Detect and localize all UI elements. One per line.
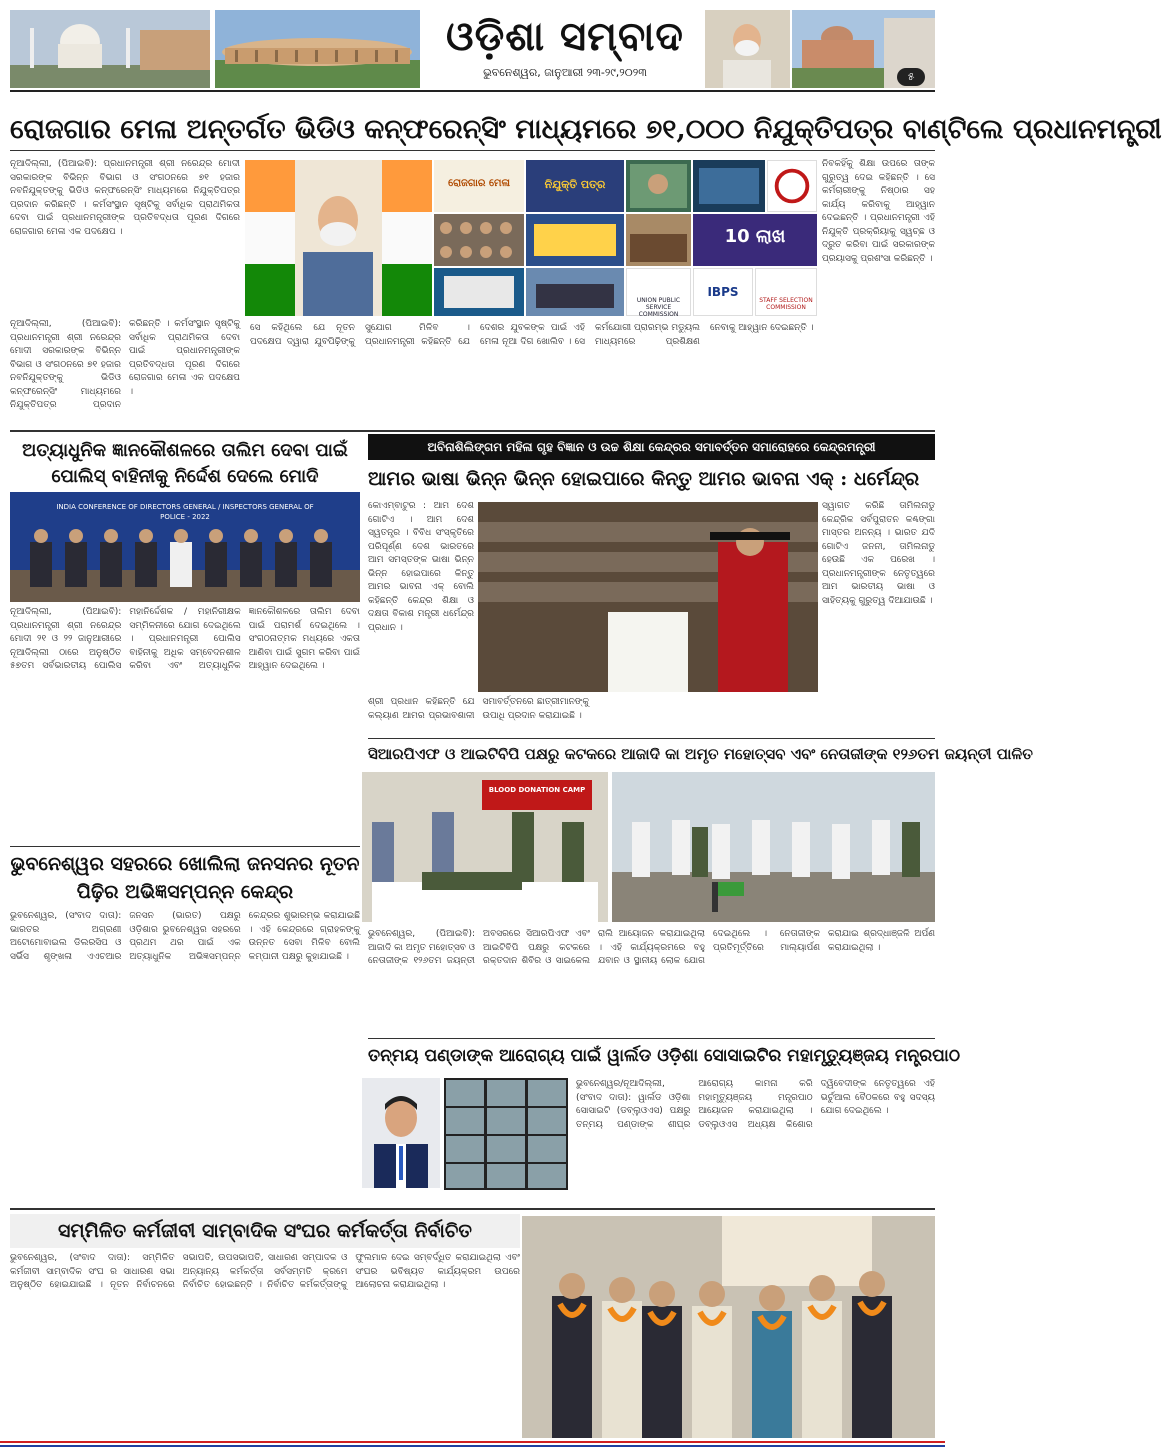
janasanar-headline: ଭୁବନେଶ୍ୱର ସହରରେ ଖୋଲିଲା ଜନସନର ନୂତନ ପିଢ଼ିର ଅଭିଜ୍ଞସମ୍ପନ୍ନ କେନ୍ଦ୍ର [10,853,360,903]
taj-mahal-photo [10,10,210,88]
dharmendra-kicker-bar: ଅବିନାଶିଲିଙ୍ଗମ ମହିଳା ଗୃହ ବିଜ୍ଞାନ ଓ ଉଚ୍ଚ ଶିକ୍ଷା କେନ୍ଦ୍ରର ସମାବର୍ତ୍ତନ ସମାରୋହରେ କେନ୍ଦ୍ରମନ୍ତ୍ରୀ [368,434,935,460]
blood-banner-text: BLOOD DONATION CAMP [488,786,586,794]
video-grid-tile [626,160,691,212]
rozgar-mela-tile [434,160,524,212]
page-number-badge: ୫ [897,68,925,86]
police-banner-text: INDIA CONFERENCE OF DIRECTORS GENERAL / INSPECTORS GENERAL OF POLICE - 2022 [56,503,314,521]
dharmendra-body-lower: ଶ୍ରୀ ପ୍ରଧାନ କହିଛନ୍ତି ଯେ କଲ୍ୟାଣ ଆମର ପ୍ରଭାବଶାଳୀ ସମାବର୍ତ୍ତନରେ ଛାତ୍ରୀମାନଙ୍କୁ ଉପାଧି ପ୍ରଦାନ କରାଯାଇଛି । [368,697,589,721]
ibps-logo-tile [693,268,753,316]
journalist-union-group-photo [522,1216,935,1438]
parliament-photo [215,10,420,88]
divider [10,430,935,432]
upsc-tile-label: UNION PUBLIC SERVICE COMMISSION [636,297,681,318]
divider [10,846,360,847]
divider [10,150,935,151]
masthead [10,8,935,92]
lead-body-right: ନିବକହିଁକୁ ଶିକ୍ଷା ଉପରେ ତାଙ୍କ ଗୁରୁତ୍ୱ ଦେଇ କହିଛନ୍ତି । ସେ କର୍ମଚାରୀଙ୍କୁ ନିଷ୍ଠାର ସହ କାର୍ଯ୍ୟ କରିବାକୁ ଆହ୍ୱାନ ଦେଇଛନ୍ତି । ପ୍ରଧାନମନ୍ତ୍ରୀ ଏହି ନିଯୁକ୍ତି ପ୍ରକ୍ରିୟାକୁ ସ୍ୱଚ୍ଛ ଓ ଦ୍ରୁତ କରିବା ପାଇଁ ସରକାରଙ୍କ ପ୍ରୟାସକୁ ପ୍ରଶଂସା କରିଛନ୍ତି । [822,159,935,264]
lead-body-lower: ସେ କହିଥିଲେ ଯେ ନୂତନ ପଦକ୍ଷେପ ଦ୍ୱାରା ଯୁବପିଢ଼ିଙ୍କୁ ସୁଯୋଗ ମିଳିବ । ପ୍ରଧାନମନ୍ତ୍ରୀ କହିଛନ୍ତି ଯେ ଦେଶର ଯୁବକଙ୍କ ପାଇଁ ଏହି ମେଳା ନୂଆ ଦିଗ ଖୋଲିବ । ସେ କର୍ମଯୋଗୀ ପ୍ରାରମ୍ଭ ମଡ୍ୟୁଲ ମାଧ୍ୟମରେ ପ୍ରଶିକ୍ଷଣ ନେବାକୁ ଆହ୍ୱାନ ଦେଇଛନ୍ତି । [250,323,814,347]
masthead-date: ଭୁବନେଶ୍ୱର, ଜାନୁଆରୀ ୨୩-୨୯,୨୦୨୩ [483,66,647,79]
dharmendra-headline: ଆମର ଭାଷା ଭିନ୍ନ ଭିନ୍ନ ହୋଇପାରେ କିନ୍ତୁ ଆମର ଭାବନା ଏକ୍ : ଧର୍ମେନ୍ଦ୍ର [368,468,920,490]
blood-donation-photo [362,772,608,922]
police-body: ନୂଆଦିଲ୍ଲୀ, (ପିଆଇବି): ପ୍ରଧାନମନ୍ତ୍ରୀ ଶ୍ରୀ ନରେନ୍ଦ୍ର ମୋଦୀ ୨୧ ଓ ୨୨ ଜାନୁଆରୀରେ ନୂଆଦିଲ୍ଲୀ ଠାରେ ଅନୁଷ୍ଠିତ ୫୭ତମ ସର୍ବଭାରତୀୟ ପୋଲିସ ମହାନିର୍ଦ୍ଦେଶକ / ମହାନିରୀକ୍ଷକ ସମ୍ମିଳନୀରେ ଯୋଗ ଦେଇଥିଲେ । ପ୍ରଧାନମନ୍ତ୍ରୀ ପୋଲିସ ବାହିନୀକୁ ଅଧିକ ସମ୍ବେଦନଶୀଳ କରିବା ଏବଂ ଅତ୍ୟାଧୁନିକ ଜ୍ଞାନକୌଶଳରେ ତାଲିମ ଦେବା ପାଇଁ ପରାମର୍ଶ ଦେଇଥିଲେ । ସଂଗଠନାତ୍ମକ ମଧ୍ୟରେ ଏକତା ଆଣିବା ପାଇଁ ସୁଗମ କରିବା ପାଇଁ ଆହ୍ୱାନ ଦେଇଥିଲେ । [10,607,360,671]
lead-headline: ରୋଜଗାର ମେଳା ଅନ୍ତର୍ଗତ ଭିଡିଓ କନ୍ଫରେନ୍ସିଂ ମାଧ୍ୟମରେ ୭୧,୦୦୦ ନିଯୁକ୍ତିପତ୍ର ବାଣ୍ଟିଲେ ପ୍ରଧାନମନ୍ତ୍ରୀ [10,114,1162,145]
masthead-title: ଓଡ଼ିଶା ସମ୍ବାଦ [446,13,684,60]
union-headline: ସମ୍ମିଳିତ କର୍ମଜୀବୀ ସାମ୍ବାଦିକ ସଂଘର କର୍ମକର୍ତ୍ତା ନିର୍ବାଚିତ [10,1214,520,1248]
certificate-tile [526,214,624,266]
footer-rule-blue [0,1445,945,1447]
union-body: ଭୁବନେଶ୍ୱର, (ସଂବାଦ ଦାତା): ସମ୍ମିଳିତ କର୍ମଜୀବୀ ସାମ୍ବାଦିକ ସଂଘ ର ସାଧାରଣ ସଭା ଅନୁଷ୍ଠିତ ହୋଇଯାଇଛି । ନୂତନ ନିର୍ବାଚନରେ ସଭାପତି, ଉପସଭାପତି, ସାଧାରଣ ସମ୍ପାଦକ ଓ ଅନ୍ୟାନ୍ୟ କର୍ମକର୍ତ୍ତା ସର୍ବସମ୍ମତି କ୍ରମେ ନିର୍ବାଚିତ ହୋଇଛନ୍ତି । ନିର୍ବାଚିତ କର୍ମକର୍ତ୍ତାଙ୍କୁ ଫୁଲମାଳ ଦେଇ ସମ୍ବର୍ଦ୍ଧିତ କରାଯାଇଥିଲା ଏବଂ ସଂଘର ଭବିଷ୍ୟତ କାର୍ଯ୍ୟକ୍ରମ ଉପରେ ଆଲୋଚନା କରାଯାଇଥିଲା । [10,1253,520,1290]
tanmay-headline: ତନ୍ମୟ ପଣ୍ଡାଙ୍କ ଆରୋଗ୍ୟ ପାଇଁ ୱାର୍ଲଡ ଓଡ଼ିଶା ସୋସାଇଟିର ମହାମୃତ୍ୟୁଞ୍ଜୟ ମନ୍ତ୍ରପାଠ [368,1046,961,1066]
crowd-grid-tile [434,214,524,266]
dharmendra-body-left: କୋଏମ୍ବାଟୁର : ଆମ ଦେଶ ଗୋଟିଏ । ଆମ ଦେଶ ସ୍ୱତନ୍ତ୍ର । ବିବିଧ ସଂସ୍କୃତିରେ ପରିପୂର୍ଣ୍ଣ ଦେଶ ଭାରତରେ ଆମ ସମସ୍ତଙ୍କ ଭାଷା ଭିନ୍ନ ଭିନ୍ନ ହୋଇପାରେ କିନ୍ତୁ ଆମର ଭାବନା ଏକ୍ ବୋଲି କହିଛନ୍ତି କେନ୍ଦ୍ର ଶିକ୍ଷା ଓ ଦକ୍ଷତା ବିକାଶ ମନ୍ତ୍ରୀ ଧର୍ମେନ୍ଦ୍ର ପ୍ରଧାନ । [368,501,474,633]
ten-lakh-tile [693,214,817,266]
ssc-logo-tile [755,268,817,316]
keyboard-tile [526,268,624,316]
police-headline: ଅତ୍ୟାଧୁନିକ ଜ୍ଞାନକୌଶଳରେ ତାଲିମ ଦେବା ପାଇଁ ପୋଲିସ୍ ବାହିନୀକୁ ନିର୍ଦ୍ଦେଶ ଦେଲେ ମୋଦି [22,440,348,487]
divider [10,1208,935,1210]
lead-body-left: ନୂଆଦିଲ୍ଲୀ, (ପିଆଇବି): ପ୍ରଧାନମନ୍ତ୍ରୀ ଶ୍ରୀ ନରେନ୍ଦ୍ର ମୋଦୀ ସରକାରଙ୍କ ବିଭିନ୍ନ ବିଭାଗ ଓ ସଂଗଠନରେ ୭୧ ହଜାର ନବନିଯୁକ୍ତଙ୍କୁ ଭିଡିଓ କନ୍ଫରେନ୍ସିଂ ମାଧ୍ୟମରେ ନିଯୁକ୍ତିପତ୍ର ପ୍ରଦାନ କରିଛନ୍ତି । କର୍ମସଂସ୍ଥାନ ସୃଷ୍ଟିକୁ ସର୍ବାଧିକ ପ୍ରାଥମିକତା ଦେବା ପାଇଁ ପ୍ରଧାନମନ୍ତ୍ରୀଙ୍କ ପ୍ରତିବଦ୍ଧତା ପୂରଣ ଦିଗରେ ରୋଜଗାର ମେଳା ଏକ ପଦକ୍ଷେପ । [10,159,240,237]
ibps-tile-label: IBPS [707,285,739,299]
pm-video-conference-photo [245,160,432,316]
divider [368,1038,935,1039]
tanmay-body: ଭୁବନେଶ୍ୱର/ନୂଆଦିଲ୍ଲୀ, (ସଂବାଦ ଦାତା): ୱାର୍ଲଡ ଓଡ଼ିଶା ସୋସାଇଟି (ଡବ୍ଲୁଓଏସ) ପକ୍ଷରୁ ତନ୍ମୟ ପଣ୍ଡାଙ୍କ ଶୀଘ୍ର ଆରୋଗ୍ୟ କାମନା କରି ମହାମୃତ୍ୟୁଞ୍ଜୟ ମନ୍ତ୍ରପାଠ ଆୟୋଜନ କରାଯାଇଥିଲା । ଡବ୍ଲୁଓଏସ ଅଧ୍ୟକ୍ଷ କିଶୋର ଦ୍ୱିବେଦୀଙ୍କ ନେତୃତ୍ୱରେ ଏହି ଭର୍ଚୁଆଲ ବୈଠକରେ ବହୁ ସଦସ୍ୟ ଯୋଗ ଦେଇଥିଲେ । [576,1079,935,1130]
ssc-tile-label: STAFF SELECTION COMMISSION [759,297,813,311]
janasanar-body: ଭୁବନେଶ୍ୱର, (ସଂବାଦ ଦାତା): ଭାରତର ଅଗ୍ରଣୀ ଅଟୋମୋବାଇଲ ଡିଲରସିପ ଓ ସର୍ଭିସ ଶୃଙ୍ଖଳା ଏଏଚଆର ଜନସନ (ଭାରତ) ପକ୍ଷରୁ ଓଡ଼ିଶାର ଭୁବନେଶ୍ୱର ସହରରେ ପ୍ରଥମ ଥର ପାଇଁ ଏକ ଅତ୍ୟାଧୁନିକ ଅଭିଜ୍ଞସମ୍ପନ୍ନ କେନ୍ଦ୍ରର ଶୁଭାରମ୍ଭ କରାଯାଇଛି । ଏହି କେନ୍ଦ୍ରରେ ଗ୍ରାହକଙ୍କୁ ଉନ୍ନତ ସେବା ମିଳିବ ବୋଲି କମ୍ପାନୀ ପକ୍ଷରୁ କୁହାଯାଇଛି । [10,911,360,962]
lead-body-left-cont: ନୂଆଦିଲ୍ଲୀ, (ପିଆଇବି): ପ୍ରଧାନମନ୍ତ୍ରୀ ଶ୍ରୀ ନରେନ୍ଦ୍ର ମୋଦୀ ସରକାରଙ୍କ ବିଭିନ୍ନ ବିଭାଗ ଓ ସଂଗଠନରେ ୭୧ ହଜାର ନବନିଯୁକ୍ତଙ୍କୁ ଭିଡିଓ କନ୍ଫରେନ୍ସିଂ ମାଧ୍ୟମରେ ନିଯୁକ୍ତିପତ୍ର ପ୍ରଦାନ କରିଛନ୍ତି । କର୍ମସଂସ୍ଥାନ ସୃଷ୍ଟିକୁ ସର୍ବାଧିକ ପ୍ରାଥମିକତା ଦେବା ପାଇଁ ପ୍ରଧାନମନ୍ତ୍ରୀଙ୍କ ପ୍ରତିବଦ୍ଧତା ପୂରଣ ଦିଗରେ ରୋଜଗାର ମେଳା ଏକ ପଦକ୍ଷେପ । [10,319,240,410]
convocation-photo [478,502,818,692]
niyukti-tile-label: ନିଯୁକ୍ତି ପତ୍ର [544,178,606,191]
footer-rule-red [0,1441,945,1443]
crpf-body: ଭୁବନେଶ୍ୱର, (ପିଆଇବି): ଆଜାଦି କା ଅମୃତ ମହୋତ୍ସବ ଓ ନେତାଜୀଙ୍କ ୧୨୬ତମ ଜୟନ୍ତୀ ଅବସରରେ ସିଆରପିଏଫ ଏବଂ ଆଇଟିବିପି ପକ୍ଷରୁ କଟକରେ ରକ୍ତଦାନ ଶିବିର ଓ ସାଇକେଲ ରାଲି ଆୟୋଜନ କରାଯାଇଥିଲା । ଏହି କାର୍ଯ୍ୟକ୍ରମରେ ବହୁ ଯବାନ ଓ ସ୍ଥାନୀୟ ଲୋକ ଯୋଗ ଦେଇଥିଲେ । ନେତାଜୀଙ୍କ ପ୍ରତିମୂର୍ତ୍ତିରେ ମାଲ୍ୟାର୍ପଣ କରାଯାଇ ଶ୍ରଦ୍ଧାଞ୍ଜଳି ଅର୍ପଣ କରାଯାଇଥିଲା । [368,929,935,966]
cycle-rally-photo [612,772,935,922]
dharmendra-body-right: ସ୍ୱାଗତ କରିଛି ତାମିଲନାଡୁ କେନ୍ଦ୍ରିକ ସର୍ବପୁରାତନ କଣ୍ଢଙ୍ଗା ମାସ୍ତର ଅନନ୍ୟ । ଭାରତ ଯଦି ଗୋଟିଏ ଜନନୀ, ତାମିଲନାଡୁ ହେଉଛି ଏକ ପରେଖ । ପ୍ରଧାନମନ୍ତ୍ରୀଙ୍କ ନେତୃତ୍ୱରେ ଆମ ଭାରତୀୟ ଭାଷା ଓ ସାହିତ୍ୟକୁ ଗୁରୁତ୍ୱ ଦିଆଯାଉଛି । [822,501,935,606]
studio-tile [693,160,765,212]
upsc-logo-tile [626,268,691,316]
hall-tile [626,214,691,266]
pm-portrait-photo [705,10,790,88]
niyukti-patra-tile [526,160,624,212]
railway-logo-tile [767,160,817,212]
rozgar-tile-label: ରୋଜଗାର ମେଳା [448,178,510,189]
online-meeting-grid-photo [444,1078,568,1190]
screen-tile [434,268,524,316]
divider [368,738,935,739]
crpf-headline: ସିଆରପିଏଫ ଓ ଆଇଟିବିପି ପକ୍ଷରୁ କଟକରେ ଆଜାଦି କା ଅମୃତ ମହୋତ୍ସବ ଏବଂ ନେତାଜୀଙ୍କ ୧୨୬ତମ ଜୟନ୍ତୀ ପାଳିତ [368,745,1033,763]
tanmay-portrait-photo [362,1078,440,1188]
lakh-tile-label: 10 ଲାଖ [724,226,786,247]
police-conference-photo [10,492,360,602]
